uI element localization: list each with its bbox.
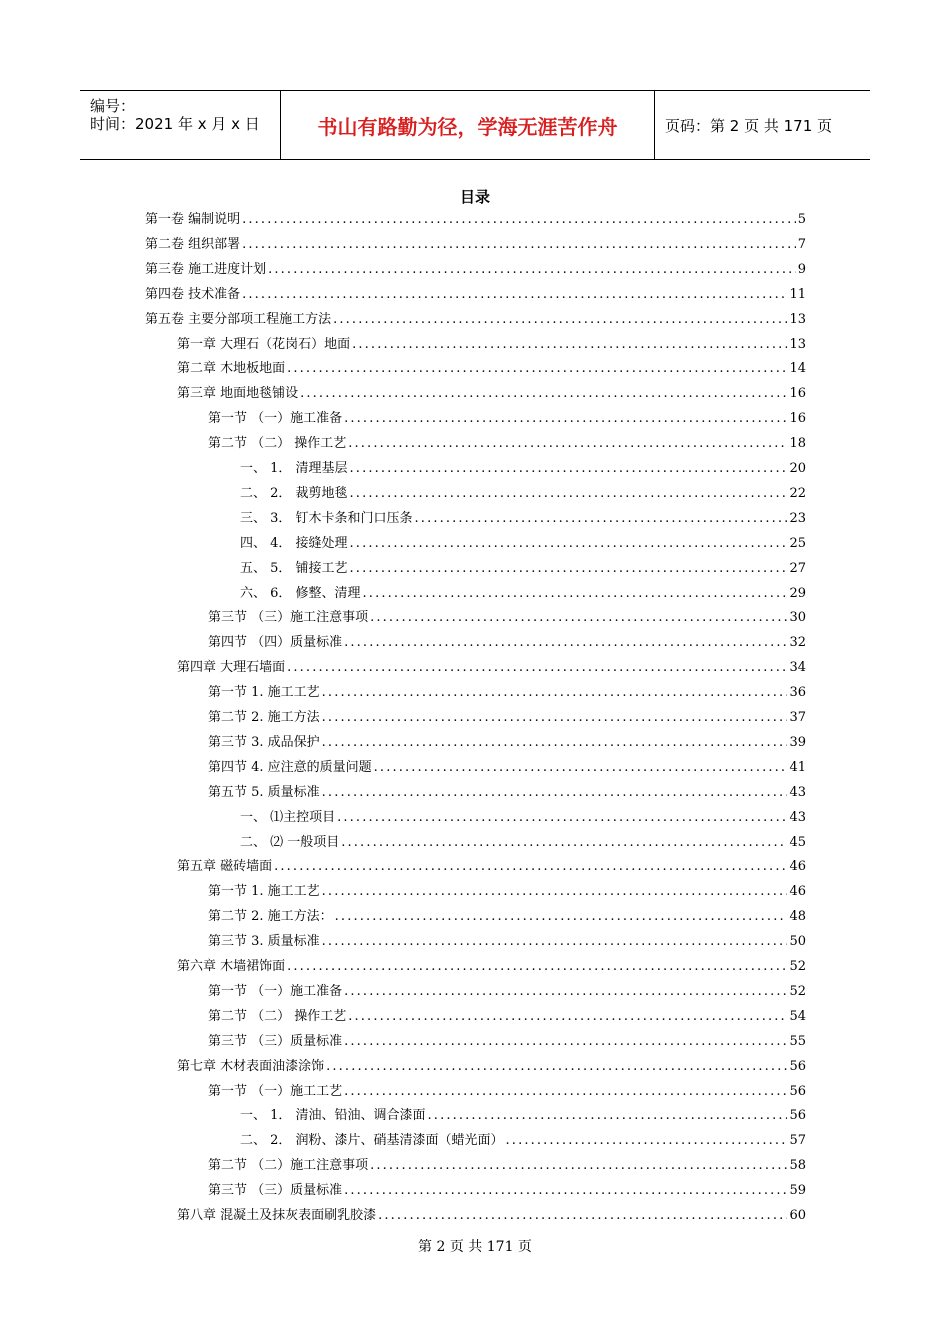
toc-entry-label: 第二节 （二） 操作工艺 — [208, 1008, 347, 1024]
toc-leader-dots — [344, 1084, 787, 1099]
toc-leader-dots — [268, 262, 796, 277]
toc-entry-page: 39 — [789, 734, 806, 750]
toc-entry-page: 7 — [797, 236, 806, 252]
toc-leader-dots — [341, 835, 787, 850]
toc-leader-dots — [326, 1059, 787, 1074]
toc-entry-label: 第五卷 主要分部项工程施工方法 — [145, 311, 332, 327]
toc-entry-page: 13 — [789, 336, 806, 352]
toc-leader-dots — [348, 1009, 787, 1024]
toc-entry[interactable] — [240, 532, 806, 552]
toc-entry[interactable] — [208, 606, 806, 626]
toc-entry[interactable] — [177, 382, 806, 402]
toc-entry-page: 54 — [789, 1008, 806, 1024]
toc-entry[interactable] — [240, 831, 806, 851]
toc-entry[interactable] — [208, 432, 806, 452]
toc-entry-label: 第一节 （一）施工准备 — [208, 411, 343, 427]
toc-leader-dots — [350, 486, 788, 501]
toc-entry-page: 58 — [789, 1158, 806, 1174]
toc-entry-label: 二、 2． 润粉、漆片、硝基清漆面（蜡光面） — [240, 1133, 504, 1149]
toc-entry[interactable] — [177, 955, 806, 975]
toc-entry[interactable] — [177, 656, 806, 676]
toc-leader-dots — [344, 635, 787, 650]
toc-entry[interactable] — [177, 333, 806, 353]
toc-leader-dots — [350, 461, 788, 476]
toc-entry[interactable] — [208, 407, 806, 427]
toc-leader-dots — [370, 610, 787, 625]
toc-leader-dots — [378, 1208, 787, 1223]
toc-entry-label: 二、 ⑵ 一般项目 — [240, 834, 340, 850]
toc-entry-label: 第二节 （二）施工注意事项 — [208, 1158, 369, 1174]
toc-leader-dots — [274, 859, 787, 874]
toc-entry-page: 22 — [789, 485, 806, 501]
toc-leader-dots — [415, 511, 788, 526]
toc-entry[interactable] — [208, 980, 806, 1000]
toc-entry-label: 第七章 木材表面油漆涂饰 — [177, 1058, 325, 1074]
toc-entry-label: 第三卷 施工进度计划 — [145, 261, 267, 277]
document-number-label: 编号： — [90, 97, 136, 115]
toc-entry-label: 第四章 大理石墙面 — [177, 660, 286, 676]
toc-entry[interactable] — [177, 1204, 806, 1224]
toc-title: 目录 — [459, 188, 490, 206]
toc-leader-dots — [350, 561, 788, 576]
toc-entry-page: 13 — [789, 311, 806, 327]
toc-entry[interactable] — [208, 681, 806, 701]
toc-entry-page: 41 — [789, 759, 806, 775]
toc-leader-dots — [337, 810, 787, 825]
toc-entry-label: 第四节 4. 应注意的质量问题 — [208, 759, 372, 775]
toc-leader-dots — [333, 312, 787, 327]
toc-entry-page: 29 — [789, 585, 806, 601]
toc-entry-page: 43 — [789, 784, 806, 800]
toc-leader-dots — [506, 1133, 788, 1148]
toc-entry-page: 52 — [789, 959, 806, 974]
toc-leader-dots — [322, 685, 788, 700]
toc-entry-page: 59 — [789, 1183, 806, 1199]
page-footer: 第 2 页 共 171 页 — [418, 1239, 532, 1255]
toc-leader-dots — [428, 1108, 788, 1123]
toc-entry-label: 第二节 （二） 操作工艺 — [208, 436, 347, 452]
toc-entry-label: 二、 2． 裁剪地毯 — [240, 485, 348, 501]
toc-entry-label: 一、 ⑴主控项目 — [240, 809, 336, 825]
toc-entry-page: 30 — [789, 610, 806, 626]
toc-entry-label: 四、 4． 接缝处理 — [240, 535, 348, 551]
toc-entry-label: 第一节 1. 施工工艺 — [208, 685, 320, 701]
toc-entry-label: 五、 5． 铺接工艺 — [240, 560, 348, 576]
document-time-label: 时间：2021 年 x 月 x 日 — [90, 115, 260, 133]
toc-entry-page: 20 — [789, 461, 806, 476]
toc-leader-dots — [344, 1034, 787, 1049]
toc-entry-page: 27 — [789, 560, 806, 576]
toc-leader-dots — [322, 710, 788, 725]
toc-leader-dots — [242, 287, 787, 302]
toc-entry-label: 第一节 1. 施工工艺 — [208, 884, 320, 900]
toc-entry-label: 第三章 地面地毯铺设 — [177, 386, 299, 402]
toc-entry-label: 第二卷 组织部署 — [145, 236, 241, 252]
toc-entry-page: 56 — [789, 1058, 806, 1074]
toc-entry-label: 第三节 3. 质量标准 — [208, 934, 320, 950]
toc-entry-page: 18 — [789, 436, 806, 452]
toc-entry-page: 56 — [789, 1083, 806, 1099]
toc-entry-label: 第二章 木地板地面 — [177, 361, 286, 377]
toc-entry-label: 第三节 （三）施工注意事项 — [208, 610, 369, 626]
toc-entry[interactable] — [208, 1179, 806, 1199]
toc-entry[interactable] — [208, 1005, 806, 1025]
toc-entry[interactable] — [240, 507, 806, 527]
toc-leader-dots — [344, 984, 787, 999]
toc-leader-dots — [344, 411, 787, 426]
toc-entry-label: 第一章 大理石（花岗石）地面 — [177, 336, 351, 352]
toc-leader-dots — [348, 436, 787, 451]
toc-leader-dots — [287, 361, 787, 376]
toc-entry-page: 16 — [789, 411, 806, 427]
toc-entry[interactable] — [240, 482, 806, 502]
header-page-info: 页码：第 2 页 共 171 页 — [665, 116, 833, 135]
toc-entry[interactable] — [208, 1154, 806, 1174]
toc-entry[interactable] — [208, 930, 806, 950]
toc-entry[interactable] — [208, 781, 806, 801]
toc-entry[interactable] — [208, 756, 806, 776]
header-meta-cell — [80, 91, 281, 159]
toc-entry[interactable] — [240, 557, 806, 577]
toc-entry-page: 46 — [789, 859, 806, 875]
toc-entry-page: 25 — [789, 535, 806, 551]
toc-leader-dots — [363, 586, 788, 601]
toc-leader-dots — [374, 760, 788, 775]
toc-entry-page: 23 — [789, 510, 806, 526]
toc-entry[interactable] — [240, 457, 806, 477]
toc-entry-label: 一、 1． 清理基层 — [240, 461, 348, 476]
toc-entry[interactable] — [145, 283, 806, 303]
toc-entry[interactable] — [177, 855, 806, 875]
toc-leader-dots — [322, 884, 788, 899]
toc-leader-dots — [350, 536, 788, 551]
toc-entry[interactable] — [145, 258, 806, 278]
toc-leader-dots — [322, 785, 788, 800]
toc-entry-label: 第三节 3. 成品保护 — [208, 734, 320, 750]
toc-leader-dots — [287, 959, 787, 974]
toc-entry[interactable] — [208, 905, 806, 925]
toc-entry-label: 六、 6． 修整、清理 — [240, 585, 361, 601]
header-motto: 书山有路勤为径，学海无涯苦作舟 — [281, 91, 655, 159]
toc-entry-label: 一、 1． 清油、铅油、调合漆面 — [240, 1108, 426, 1124]
toc-entry-page: 48 — [789, 909, 806, 925]
toc-entry[interactable] — [240, 582, 806, 602]
toc-entry[interactable] — [208, 1080, 806, 1100]
toc-entry-page: 52 — [789, 983, 806, 999]
toc-entry[interactable] — [208, 731, 806, 751]
toc-entry[interactable] — [177, 1055, 806, 1075]
toc-entry-page: 9 — [797, 261, 806, 277]
toc-entry-label: 第八章 混凝土及抹灰表面刷乳胶漆 — [177, 1208, 377, 1223]
toc-leader-dots — [242, 237, 796, 252]
toc-entry[interactable] — [145, 233, 806, 253]
toc-leader-dots — [352, 337, 787, 352]
toc-entry-label: 第三节 （三）质量标准 — [208, 1183, 343, 1199]
toc-entry-page: 36 — [789, 685, 806, 701]
toc-leader-dots — [242, 212, 796, 227]
toc-entry-page: 56 — [789, 1108, 806, 1124]
toc-entry-page: 32 — [789, 635, 806, 651]
toc-leader-dots — [322, 735, 788, 750]
toc-entry[interactable] — [145, 308, 806, 328]
toc-leader-dots — [287, 660, 787, 675]
toc-entry-label: 第一节 （一）施工工艺 — [208, 1083, 343, 1099]
toc-entry[interactable] — [240, 806, 806, 826]
toc-entry[interactable] — [145, 208, 806, 228]
toc-entry[interactable] — [240, 1104, 806, 1124]
toc-leader-dots — [370, 1158, 787, 1173]
toc-entry[interactable] — [208, 1030, 806, 1050]
toc-entry-page: 14 — [789, 361, 806, 377]
toc-leader-dots — [300, 386, 787, 401]
toc-entry-page: 11 — [789, 286, 806, 302]
toc-leader-dots — [335, 909, 788, 924]
toc-entry[interactable] — [177, 357, 806, 377]
toc-entry-label: 第五章 磁砖墙面 — [177, 859, 273, 875]
toc-entry-page: 16 — [789, 386, 806, 402]
toc-entry-label: 第二节 2. 施工方法 — [208, 710, 320, 725]
toc-entry-page: 37 — [789, 710, 806, 725]
toc-leader-dots — [322, 934, 788, 949]
toc-entry[interactable] — [240, 1129, 806, 1149]
toc-entry-page: 46 — [789, 884, 806, 900]
toc-entry-label: 第一节 （一）施工准备 — [208, 983, 343, 999]
toc-entry-label: 第一卷 编制说明 — [145, 212, 241, 227]
toc-entry-page: 57 — [789, 1133, 806, 1149]
toc-entry-page: 5 — [797, 212, 806, 227]
toc-entry[interactable] — [208, 631, 806, 651]
toc-entry-label: 三、 3． 钉木卡条和门口压条 — [240, 510, 413, 526]
toc-leader-dots — [344, 1183, 787, 1198]
toc-entry[interactable] — [208, 880, 806, 900]
toc-entry-page: 43 — [789, 809, 806, 825]
toc-entry-page: 60 — [789, 1208, 806, 1223]
toc-entry-label: 第四卷 技术准备 — [145, 286, 241, 302]
document-header — [80, 90, 870, 160]
toc-entry-label: 第六章 木墙裙饰面 — [177, 959, 286, 974]
toc-entry-label: 第四节 （四）质量标准 — [208, 635, 343, 651]
toc-entry-label: 第二节 2. 施工方法： — [208, 909, 333, 925]
toc-entry-label: 第三节 （三）质量标准 — [208, 1033, 343, 1049]
toc-entry-page: 34 — [789, 660, 806, 676]
toc-entry-page: 45 — [789, 834, 806, 850]
toc-entry-page: 55 — [789, 1033, 806, 1049]
toc-entry[interactable] — [208, 706, 806, 726]
toc-entry-page: 50 — [789, 934, 806, 950]
toc-entry-label: 第五节 5. 质量标准 — [208, 784, 320, 800]
